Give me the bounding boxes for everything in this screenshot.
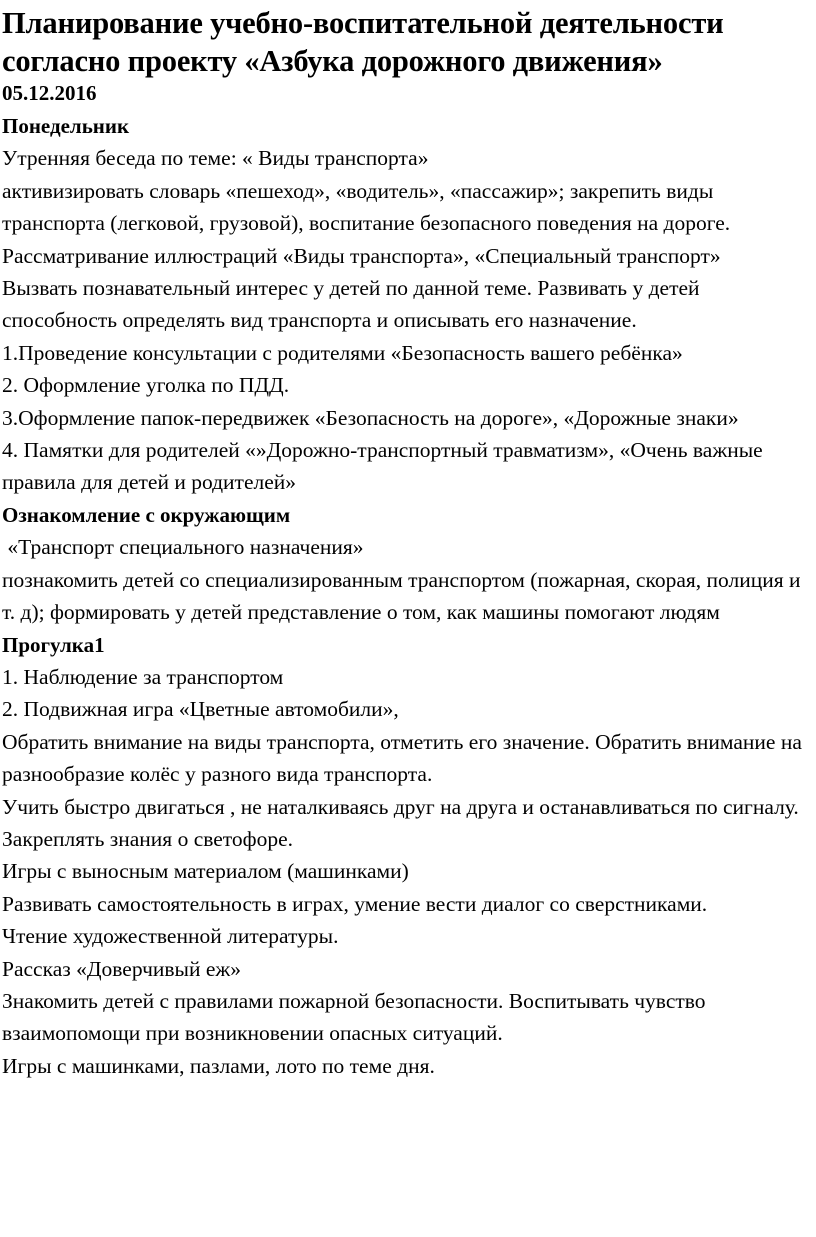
paragraph: активизировать словарь «пешеход», «водитель», «пассажир»; закрепить виды транспорта (легковой, грузовой), воспитание безопасного поведения на дороге.	[2, 178, 731, 236]
paragraph: Развивать самостоятельность в играх, умение вести диалог со сверстниками.	[2, 891, 708, 916]
section-heading: Ознакомление с окружающим	[2, 502, 291, 527]
paragraph: Вызвать познавательный интерес у детей по данной теме. Развивать у детей способность определять вид транспорта и описывать его назначение.	[2, 276, 705, 333]
document-page	[2, 4, 814, 1082]
paragraph: «Транспорт специального назначения»	[2, 535, 364, 560]
paragraph: 1. Наблюдение за транспортом	[2, 664, 284, 689]
paragraph: Игры с машинками, пазлами, лото по теме дня.	[2, 1053, 435, 1078]
section-heading: Прогулка1	[2, 632, 105, 657]
paragraph: Знакомить детей с правилами пожарной безопасности. Воспитывать чувство взаимопомощи при возникновении опасных ситуаций.	[2, 988, 711, 1046]
document-title: Планирование учебно-воспитательной деятельности согласно проекту «Азбука дорожного движения»	[2, 6, 724, 78]
paragraph: Учить быстро двигаться , не наталкиваясь друг на друга и останавливаться по сигналу. Закреплять знания о светофоре.	[2, 794, 805, 851]
paragraph: Игры с выносным материалом (машинками)	[2, 859, 409, 884]
paragraph: Рассказ «Доверчивый еж»	[2, 956, 242, 981]
paragraph: познакомить детей со специализированным транспортом (пожарная, скорая, полиция и т. д); формировать у детей представление о том, как машины помогают людям	[2, 567, 806, 625]
paragraph: 2. Подвижная игра «Цветные автомобили»,	[2, 697, 399, 722]
paragraph: 4. Памятки для родителей «»Дорожно-транспортный травматизм», «Очень важные правила для детей и родителей»	[2, 438, 769, 495]
document-body	[2, 110, 814, 1082]
section-heading: Понедельник	[2, 114, 130, 138]
paragraph: 3.Оформление папок-передвижек «Безопасность на дороге», «Дорожные знаки»	[2, 405, 739, 430]
paragraph: Чтение художественной литературы.	[2, 924, 339, 949]
paragraph: 2. Оформление уголка по ПДД.	[2, 373, 290, 398]
paragraph: Обратить внимание на виды транспорта, отметить его значение. Обратить внимание на разнообразие колёс у разного вида транспорта.	[2, 729, 808, 787]
paragraph: 1.Проведение консультации с родителями «Безопасность вашего ребёнка»	[2, 340, 683, 365]
document-date: 05.12.2016	[2, 81, 97, 105]
paragraph: Рассматривание иллюстраций «Виды транспорта», «Специальный транспорт»	[2, 243, 721, 268]
paragraph: Утренняя беседа по теме: « Виды транспорта»	[2, 146, 429, 171]
